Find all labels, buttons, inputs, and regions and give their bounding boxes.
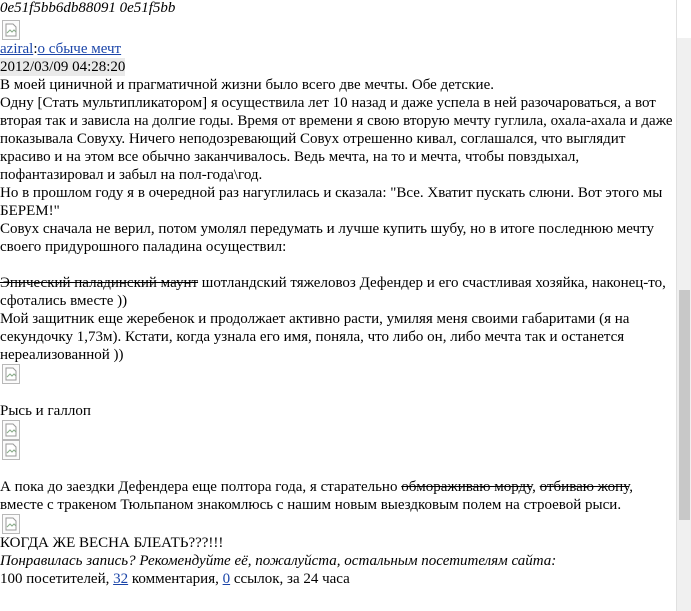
- blank-line: [0, 256, 676, 274]
- lynx-gallop-caption: Рысь и галлоп: [0, 403, 91, 419]
- defender-text: шотландский тяжеловоз Дефендер и его счастливая хозяйка, наконец-то, сфотались вместе )): [0, 275, 666, 309]
- paragraph-1: В моей циничной и прагматичной жизни было всего две мечты. Обе детские.: [0, 77, 494, 93]
- text-after-strike: , вместе с тракеном Тюльпаном знакомлюсь с нашим новым выездковым полем на строевой рыси.: [0, 479, 633, 513]
- comments-label: комментария,: [128, 571, 223, 587]
- spring-shout: КОГДА ЖЕ ВЕСНА БЛЕАТЬ???!!!: [0, 535, 224, 551]
- links-link[interactable]: 0: [222, 571, 231, 587]
- text-before-strike: А пока до заездки Дефендера еще полтора года, я старательно: [0, 479, 402, 495]
- strikethrough-epic-mount: Эпический паладинский маунт: [0, 275, 199, 291]
- broken-image-icon[interactable]: [2, 420, 20, 440]
- author-link[interactable]: aziral: [0, 41, 34, 57]
- blank-line: [0, 384, 676, 402]
- scrollbar-top: [677, 0, 691, 38]
- vertical-scrollbar[interactable]: [676, 0, 691, 611]
- paragraph-trakehner: [0, 478, 676, 514]
- broken-image-icon[interactable]: [2, 514, 20, 534]
- paragraph-2: Одну [Стать мультипликатором] я осуществила лет 10 назад и даже успела в ней разочароваться, а вот вторая так и зависла на долгие годы. Время от времени я свою вторую мечту гуглила, охала-ахала и даже показывала Совуху. Ничего неподозревающий Совух отрешенно кивал, соглашался, что выглядит красиво и на этом все обычно заканчивалось. Ведь мечта, на то и мечта, чтобы повздыхал, пофантазировал и забыл на пол-года\год.: [0, 95, 673, 183]
- broken-image-icon[interactable]: [2, 20, 20, 40]
- strikethrough-butt: отбиваю жопу: [539, 479, 630, 495]
- paragraph-3: Но в прошлом году я в очередной раз нагуглилась и сказала: "Все. Хватит пускать слюни. Вот этого мы БЕРЕМ!": [0, 185, 663, 219]
- blank-line: [0, 460, 676, 478]
- scrollbar-thumb[interactable]: [679, 290, 690, 520]
- broken-image-icon[interactable]: [2, 364, 20, 384]
- recommend-prompt: Понравилась запись? Рекомендуйте её, пожалуйста, остальным посетителям сайта:: [0, 553, 557, 569]
- hash-line: 0e51f5bb6db88091 0e51f5bb: [0, 0, 176, 16]
- paragraph-epic: [0, 274, 676, 310]
- links-label: ссылок, за 24 часа: [230, 571, 350, 587]
- comma: ,: [532, 479, 540, 495]
- post-title-link[interactable]: о сбыче мечт: [37, 41, 122, 57]
- strikethrough-face: обмораживаю морду: [401, 479, 533, 495]
- visitors-count: 100 посетителей,: [0, 571, 114, 587]
- author-separator: :: [33, 41, 38, 57]
- post-stats: [0, 570, 676, 588]
- paragraph-4: Совух сначала не верил, потом умолял передумать и лучше купить шубу, но в итоге последнюю мечту своего придурошного паладина осуществил:: [0, 221, 654, 255]
- post-header: [0, 40, 676, 58]
- broken-image-icon[interactable]: [2, 440, 20, 460]
- comments-link[interactable]: 32: [113, 571, 129, 587]
- paragraph-defender: Мой защитник еще жеребенок и продолжает активно расти, умиляя меня своими габаритами (я на секундочку 1,73м). Кстати, когда узнала его имя, поняла, что либо он, либо мечта так и останется нереализованной )): [0, 311, 630, 363]
- post-date: 2012/03/09 04:28:20: [0, 59, 126, 75]
